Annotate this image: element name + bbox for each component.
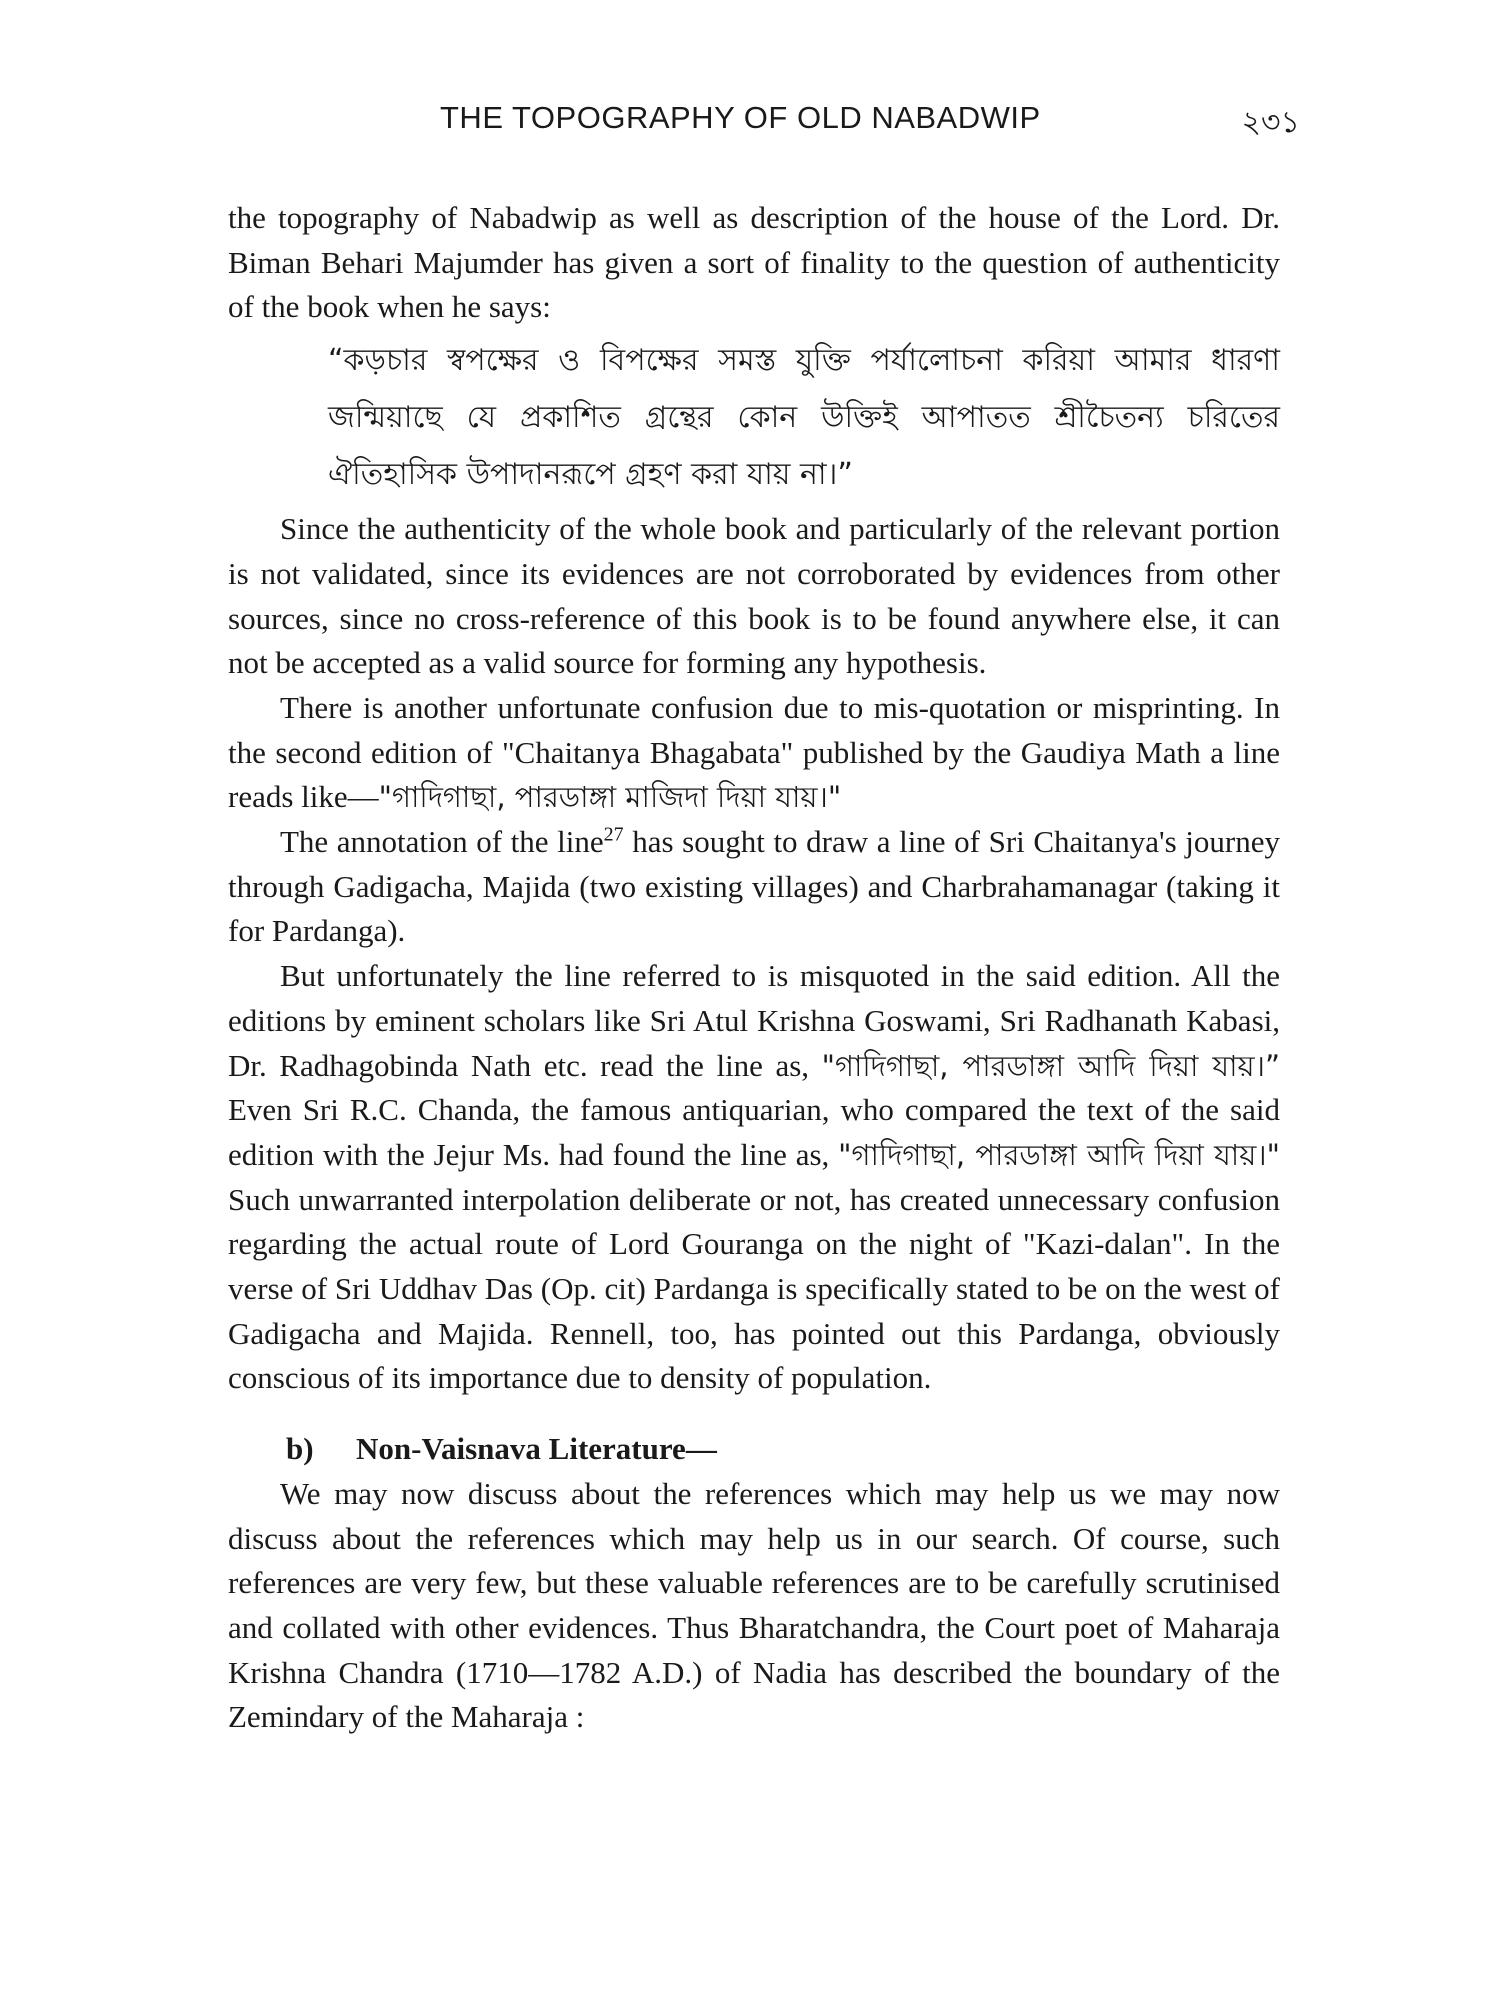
bengali-line-quote: "গাদিগাছা, পারডাঙ্গা মাজিদা দিয়া যায়।": [378, 780, 842, 815]
running-header-title: THE TOPOGRAPHY OF OLD NABADWIP: [440, 100, 1041, 135]
paragraph-editions: [228, 954, 1280, 1401]
section-heading: [228, 1427, 1280, 1472]
page-number: ২৩১: [1241, 105, 1300, 140]
editions-text-1: But unfortunately the line referred to is misquoted in the said edition. All the editions by eminent scholars like Sri Atul Krishna Goswami, Sri Radhanath Kabasi, Dr. Radhagobinda Nath etc. read the line as,: [228, 958, 1280, 1083]
editions-text-3: Such unwarranted interpolation deliberate or not, has created unnecessary confusion regarding the actual route of Lord Gouranga on the night of "Kazi-dalan". In the verse of Sri Uddhav Das (Op. cit) Pardanga is specifically stated to be on the west of Gadigacha and Majida. Rennell, too, has pointed out this Pardanga, obviously conscious of its importance due to density of population.: [228, 1181, 1280, 1396]
paragraph-authenticity: Since the authenticity of the whole book and particularly of the relevant portion is not validated, since its evidences are not corroborated by evidences from other sources, since no cross-reference of this book is to be found anywhere else, it can not be accepted as a valid source for forming any hypothesis.: [228, 511, 1280, 681]
editions-text-2: Even Sri R.C. Chanda, the famous antiquarian, who compared the text of the said edition with the Jejur Ms. had found the line as,: [228, 1092, 1280, 1172]
bengali-line-correct-1: "গাদিগাছা, পারডাঙ্গা আদি দিয়া যায়।”: [821, 1048, 1280, 1083]
section-title: Non-Vaisnava Literature—: [356, 1431, 717, 1467]
paragraph-annotation: [228, 820, 1280, 954]
paragraph-references: We may now discuss about the references which may help us we may now discuss about the references which may help us in our search. Of course, such references are very few, but these valuable references are to be carefully scrutinised and collated with other evidences. Thus Bharatchandra, the Court poet of Maharaja Krishna Chandra (1710—1782 A.D.) of Nadia has described the boundary of the Zemindary of the Maharaja :: [228, 1475, 1280, 1735]
misquotation-text: There is another unfortunate confusion due to mis-quotation or misprinting. In the second edition of "Chaitanya Bhagabata" published by the Gaudiya Math a line reads like—: [228, 689, 1280, 815]
paragraph-misquotation: [228, 686, 1280, 820]
annotation-text-after: has sought to draw a line of Sri Chaitanya's journey through Gadigacha, Majida (two existing villages) and Charbrahamanagar (taking it for Pardanga).: [228, 824, 1280, 949]
bengali-quotation: “কড়চার স্বপক্ষের ও বিপক্ষের সমস্ত যুক্তি পর্যালোচনা করিয়া আমার ধারণা জন্মিয়াছে যে প্রকাশিত গ্রন্থের কোন উক্তিই আপাতত শ্রীচৈতন্য চরিতের ঐতিহাসিক উপাদানরূপে গ্রহণ করা যায় না।”: [328, 343, 1280, 493]
paragraph-intro: the topography of Nabadwip as well as description of the house of the Lord. Dr. Biman Behari Majumder has given a sort of finality to the question of authenticity of the book when he says:: [228, 200, 1280, 325]
footnote-reference: 27: [603, 823, 624, 846]
bengali-line-correct-2: "গাদিগাছা, পারডাঙ্গা আদি দিয়া যায়।": [838, 1137, 1281, 1172]
page-body: [228, 196, 1280, 1740]
annotation-text-before: The annotation of the line: [280, 824, 604, 860]
section-letter: b): [286, 1431, 314, 1467]
